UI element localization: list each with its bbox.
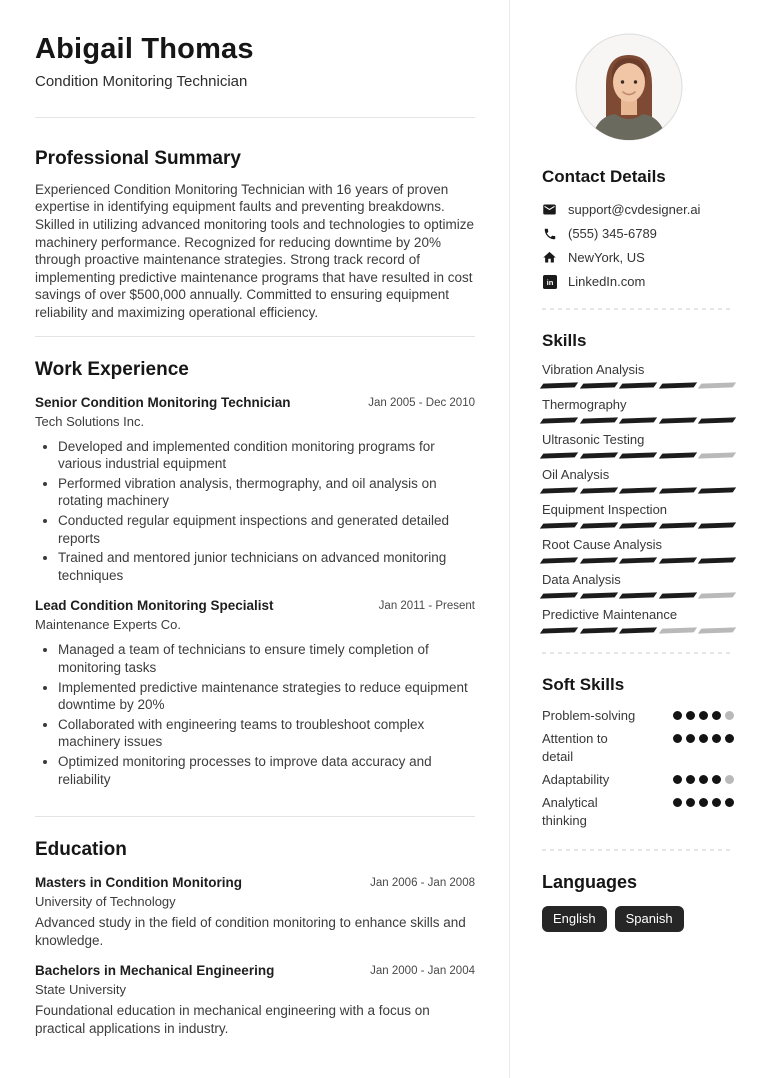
skill-bar-segment <box>540 417 578 423</box>
contact-item-location <box>542 250 734 265</box>
divider-dashed <box>542 308 734 310</box>
contact-location-text: NewYork, US <box>568 250 645 265</box>
rating-dot <box>725 775 734 784</box>
rating-dot <box>725 734 734 743</box>
rating-dot <box>686 798 695 807</box>
skill-level-bar <box>542 383 734 388</box>
degree-title: Bachelors in Mechanical Engineering <box>35 963 275 979</box>
divider <box>35 336 475 337</box>
rating-dot <box>686 734 695 743</box>
skill-bar-segment <box>659 452 697 458</box>
rating-dot <box>686 711 695 720</box>
skill-level-bar <box>542 558 734 563</box>
skill-item <box>542 432 734 458</box>
skill-bar-segment <box>540 592 578 598</box>
rating-dot <box>673 734 682 743</box>
soft-skill-item <box>542 794 734 830</box>
skill-level-bar <box>542 488 734 493</box>
soft-skill-label: Problem-solving <box>542 708 636 723</box>
experience-heading: Work Experience <box>35 358 189 380</box>
skill-bar-segment <box>698 452 736 458</box>
skill-label: Vibration Analysis <box>542 362 645 377</box>
avatar <box>575 33 683 141</box>
rating-dot <box>725 711 734 720</box>
job-bullet: • Collaborated with engineering teams to troubleshoot complex machinery issues <box>58 716 475 751</box>
rating-dot <box>673 711 682 720</box>
language-badge: English <box>542 906 607 932</box>
rating-dot <box>712 734 721 743</box>
skill-bar-segment <box>698 592 736 598</box>
job-bullet: • Developed and implemented condition monitoring programs for various industrial equipment <box>58 438 475 473</box>
rating-dot <box>673 798 682 807</box>
skill-item <box>542 537 734 563</box>
job-role: Lead Condition Monitoring Specialist <box>35 598 274 614</box>
job-header <box>35 598 475 613</box>
rating-dot <box>725 798 734 807</box>
contact-email-text: support@cvdesigner.ai <box>568 202 701 217</box>
soft-skill-label: Analytical thinking <box>542 795 598 828</box>
divider-dashed <box>542 849 734 851</box>
contact-item-phone[interactable] <box>542 226 734 241</box>
contact-linkedin-text: LinkedIn.com <box>568 274 646 289</box>
soft-skills-list <box>542 707 734 830</box>
skill-bar-segment <box>619 592 657 598</box>
job-bullet: • Performed vibration analysis, thermography, and oil analysis on rotating machinery <box>58 475 475 510</box>
skill-bar-segment <box>659 522 697 528</box>
degree-description: Foundational education in mechanical engineering with a focus on practical applications in industry. <box>35 1003 430 1036</box>
avatar-illustration <box>575 33 683 141</box>
degree-dates: Jan 2000 - Jan 2004 <box>370 965 475 978</box>
education-entry <box>35 875 475 949</box>
rating-dot <box>699 734 708 743</box>
skill-label: Root Cause Analysis <box>542 537 662 552</box>
email-icon <box>542 202 557 217</box>
skill-level-bar <box>542 628 734 633</box>
person-job-title: Condition Monitoring Technician <box>35 72 248 90</box>
skill-bar-segment <box>619 627 657 633</box>
skill-bar-segment <box>540 382 578 388</box>
job-header <box>35 395 475 410</box>
skill-bar-segment <box>659 627 697 633</box>
degree-dates: Jan 2006 - Jan 2008 <box>370 877 475 890</box>
job-bullets <box>35 438 475 585</box>
soft-skill-rating <box>673 707 734 720</box>
soft-skill-rating <box>673 794 734 807</box>
rating-dot <box>673 775 682 784</box>
skills-heading: Skills <box>542 331 587 350</box>
contact-heading: Contact Details <box>542 167 666 186</box>
job-bullet: • Trained and mentored junior technicians on advanced monitoring techniques <box>58 549 475 584</box>
summary-heading: Professional Summary <box>35 147 241 169</box>
job-dates: Jan 2005 - Dec 2010 <box>368 396 475 409</box>
skill-item <box>542 502 734 528</box>
skill-bar-segment <box>579 557 617 563</box>
divider-dashed <box>542 652 734 654</box>
skill-label: Data Analysis <box>542 572 621 587</box>
job-company: Maintenance Experts Co. <box>35 617 181 633</box>
job-bullet: • Optimized monitoring processes to improve data accuracy and reliability <box>58 753 475 788</box>
job-bullet: • Implemented predictive maintenance strategies to reduce equipment downtime by 20% <box>58 679 475 714</box>
rating-dot <box>699 711 708 720</box>
job-bullets <box>35 641 475 788</box>
skill-item <box>542 607 734 633</box>
skill-bar-segment <box>698 627 736 633</box>
job-company: Tech Solutions Inc. <box>35 413 145 429</box>
soft-skill-label: Adaptability <box>542 772 610 787</box>
skill-label: Equipment Inspection <box>542 502 668 517</box>
soft-skill-item <box>542 707 734 725</box>
skill-label: Ultrasonic Testing <box>542 432 645 447</box>
skill-bar-segment <box>698 557 736 563</box>
soft-skill-item <box>542 730 734 766</box>
contact-list <box>542 202 734 289</box>
language-badge: Spanish <box>615 906 684 932</box>
rating-dot <box>686 775 695 784</box>
summary-text: Experienced Condition Monitoring Technician with 16 years of proven expertise in identifying equipment faults and preventing breakdowns. Skilled in utilizing advanced monitoring tools and technologies to optimize machinery performance. Recognized for reducing downtime by 20% through proactive maintenance strategies. Strong track record of implementing predictive maintenance programs that have resulted in cost savings of over $500,000 annually. Committed to ensuring equipment reliability and maximizing operational efficiency. <box>35 181 475 321</box>
skill-item <box>542 572 734 598</box>
skill-bar-segment <box>659 592 697 598</box>
skill-bar-segment <box>540 627 578 633</box>
skill-bar-segment <box>579 382 617 388</box>
skill-level-bar <box>542 593 734 598</box>
skill-bar-segment <box>619 487 657 493</box>
divider <box>35 117 475 118</box>
skill-bar-segment <box>579 452 617 458</box>
skill-bar-segment <box>698 522 736 528</box>
job-entry <box>35 395 475 585</box>
rating-dot <box>699 775 708 784</box>
home-icon <box>542 250 557 265</box>
rating-dot <box>712 775 721 784</box>
languages-list <box>542 906 734 932</box>
rating-dot <box>712 798 721 807</box>
job-entry <box>35 598 475 788</box>
education-heading: Education <box>35 839 127 861</box>
education-header <box>35 875 475 890</box>
contact-item-linkedin[interactable] <box>542 274 734 289</box>
skill-label: Predictive Maintenance <box>542 607 678 622</box>
skill-bar-segment <box>540 452 578 458</box>
soft-skill-label: Attention to detail <box>542 731 608 764</box>
skill-bar-segment <box>619 452 657 458</box>
skill-bar-segment <box>579 522 617 528</box>
skill-bar-segment <box>698 487 736 493</box>
job-role: Senior Condition Monitoring Technician <box>35 394 291 410</box>
skill-level-bar <box>542 523 734 528</box>
skill-bar-segment <box>659 382 697 388</box>
rating-dot <box>712 711 721 720</box>
linkedin-icon <box>542 274 557 289</box>
skill-bar-segment <box>659 417 697 423</box>
skill-item <box>542 362 734 388</box>
soft-skills-heading: Soft Skills <box>542 675 625 694</box>
skill-level-bar <box>542 453 734 458</box>
job-bullet: • Managed a team of technicians to ensure timely completion of monitoring tasks <box>58 641 475 676</box>
skill-bar-segment <box>619 557 657 563</box>
skill-bar-segment <box>540 557 578 563</box>
degree-school: State University <box>35 982 127 998</box>
skill-bar-segment <box>579 627 617 633</box>
education-header <box>35 963 475 978</box>
skill-bar-segment <box>659 487 697 493</box>
skill-bar-segment <box>540 487 578 493</box>
education-entry <box>35 963 475 1037</box>
skill-bar-segment <box>698 382 736 388</box>
skill-label: Oil Analysis <box>542 467 610 482</box>
divider <box>35 816 475 817</box>
skill-level-bar <box>542 418 734 423</box>
skill-bar-segment <box>619 382 657 388</box>
contact-item-email[interactable] <box>542 202 734 217</box>
skill-bar-segment <box>698 417 736 423</box>
skill-bar-segment <box>619 522 657 528</box>
degree-description: Advanced study in the field of condition monitoring to enhance skills and knowledge. <box>35 915 466 948</box>
person-name: Abigail Thomas <box>35 33 254 65</box>
job-dates: Jan 2011 - Present <box>378 600 475 613</box>
svg-text:in: in <box>546 277 553 287</box>
degree-school: University of Technology <box>35 894 176 910</box>
languages-heading: Languages <box>542 872 638 892</box>
contact-phone-text: (555) 345-6789 <box>568 226 657 241</box>
skill-item <box>542 467 734 493</box>
skill-bar-segment <box>659 557 697 563</box>
soft-skill-rating <box>673 771 734 784</box>
rating-dot <box>699 798 708 807</box>
soft-skill-item <box>542 771 734 789</box>
soft-skill-rating <box>673 730 734 743</box>
skill-bar-segment <box>619 417 657 423</box>
skill-bar-segment <box>579 417 617 423</box>
skill-bar-segment <box>579 487 617 493</box>
degree-title: Masters in Condition Monitoring <box>35 875 242 891</box>
skill-label: Thermography <box>542 397 627 412</box>
skill-bar-segment <box>540 522 578 528</box>
skill-bar-segment <box>579 592 617 598</box>
phone-icon <box>542 226 557 241</box>
sidebar <box>510 0 768 1078</box>
skills-list <box>542 362 734 633</box>
skill-item <box>542 397 734 423</box>
job-bullet: • Conducted regular equipment inspections and generated detailed reports <box>58 512 475 547</box>
